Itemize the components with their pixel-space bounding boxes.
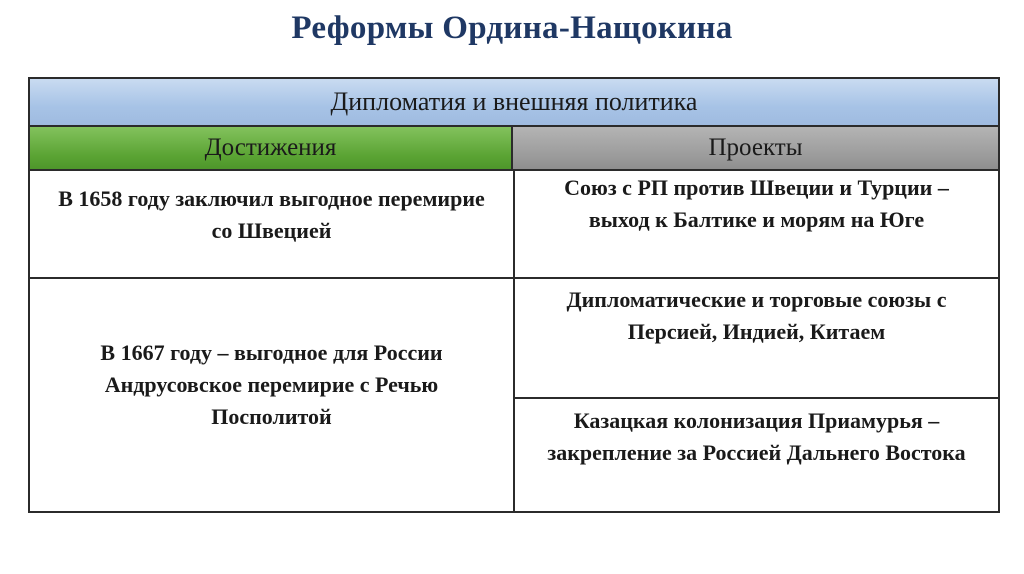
project-cell-3: Казацкая колонизация Приамурья – закрепление за Россией Дальнего Востока bbox=[547, 408, 966, 465]
row-divider-right-2 bbox=[515, 397, 998, 399]
row-divider-right-1 bbox=[515, 277, 998, 279]
reforms-table bbox=[28, 77, 1000, 513]
page-title: Реформы Ордина-Нащокина bbox=[291, 10, 733, 46]
achievement-cell-2: В 1667 году – выгодное для России Андрусовское перемирие с Речью Посполитой bbox=[100, 340, 443, 429]
column-header-achievements: Достижения bbox=[30, 127, 513, 171]
project-cell-1: Союз с РП против Швеции и Турции – выход к Балтике и морям на Юге bbox=[564, 175, 949, 232]
achievement-cell-1: В 1658 году заключил выгодное перемирие со Швецией bbox=[58, 186, 485, 243]
project-cell-2: Дипломатические и торговые союзы с Персией, Индией, Китаем bbox=[566, 287, 947, 344]
column-header-projects: Проекты bbox=[513, 127, 998, 171]
table-header: Дипломатия и внешняя политика bbox=[30, 79, 998, 127]
